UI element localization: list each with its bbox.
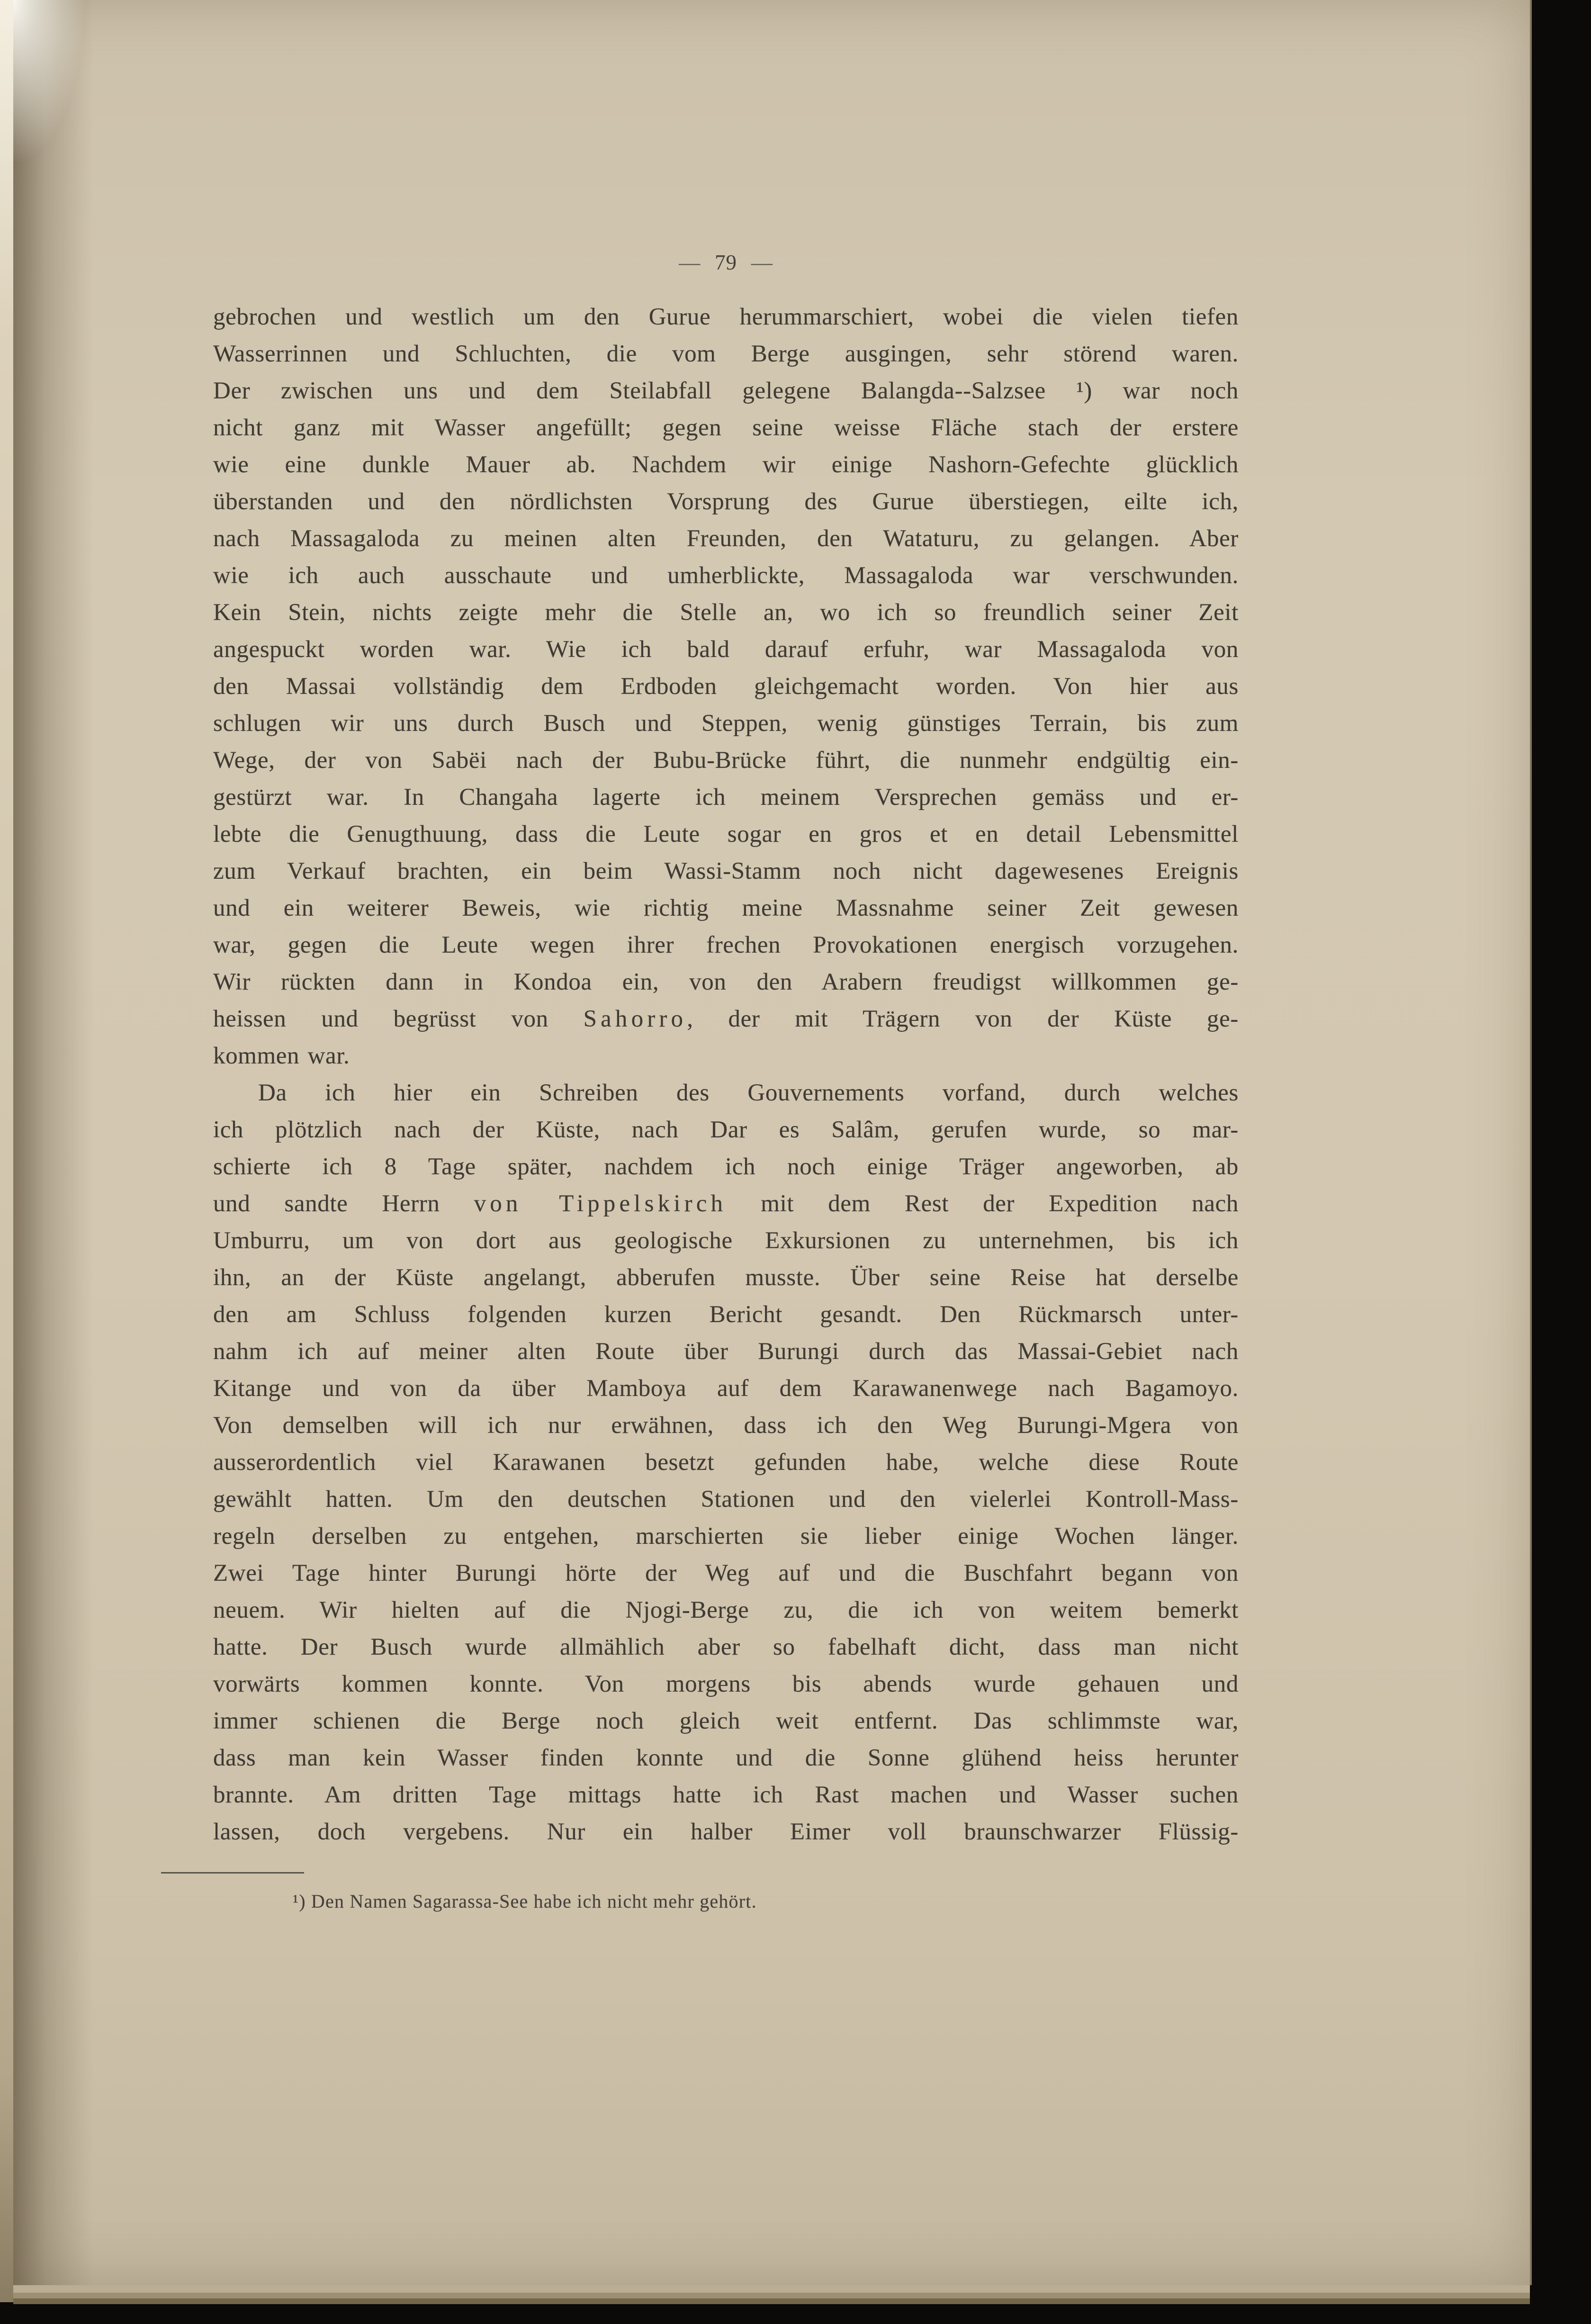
book-page bbox=[13, 0, 1532, 2285]
paragraph bbox=[213, 1074, 1239, 1850]
page-number-dash-right: — bbox=[751, 251, 773, 274]
page-stack-edge-1 bbox=[13, 2285, 1530, 2293]
text-line: Der zwischen uns und dem Steilabfall gelegene Balangda--Salzsee ¹) war noch bbox=[213, 378, 1239, 404]
text-line: schlugen wir uns durch Busch und Steppen, wenig günstiges Terrain, bis zum bbox=[213, 710, 1239, 737]
text-line: nach Massagaloda zu meinen alten Freunden, den Wataturu, zu gelangen. Aber bbox=[213, 525, 1239, 552]
text-line: heissen und begrüsst von Sahorro, der mit Trägern von der Küste ge- bbox=[213, 1006, 1239, 1032]
text-line: lebte die Genugthuung, dass die Leute sogar en gros et en detail Lebensmittel bbox=[213, 821, 1239, 847]
text-line: Wege, der von Sabëi nach der Bubu-Brücke führt, die nunmehr endgültig ein- bbox=[213, 747, 1239, 774]
letter-spaced-name: von Tippelskirch bbox=[474, 1190, 727, 1217]
text-line: den am Schluss folgenden kurzen Bericht gesandt. Den Rückmarsch unter- bbox=[213, 1301, 1239, 1328]
text-line: gestürzt war. In Changaha lagerte ich meinem Versprechen gemäss und er- bbox=[213, 784, 1239, 811]
text-line: Wasserrinnen und Schluchten, die vom Berge ausgingen, sehr störend waren. bbox=[213, 341, 1239, 367]
text-line: neuem. Wir hielten auf die Njogi-Berge zu, die ich von weitem bemerkt bbox=[213, 1597, 1239, 1623]
page-stack-edge-2 bbox=[13, 2293, 1530, 2298]
text-line: regeln derselben zu entgehen, marschierten sie lieber einige Wochen länger. bbox=[213, 1523, 1239, 1549]
page-number-value: 79 bbox=[715, 251, 737, 274]
text-line: schierte ich 8 Tage später, nachdem ich noch einige Träger angeworben, ab bbox=[213, 1153, 1239, 1180]
text-line: nicht ganz mit Wasser angefüllt; gegen seine weisse Fläche stach der erstere bbox=[213, 414, 1239, 441]
text-line: und sandte Herrn von Tippelskirch mit dem Rest der Expedition nach bbox=[213, 1190, 1239, 1217]
page-text bbox=[213, 298, 1239, 1850]
page-number bbox=[213, 250, 1239, 275]
text-line: dass man kein Wasser finden konnte und die Sonne glühend heiss herunter bbox=[213, 1745, 1239, 1771]
page-curl-highlight bbox=[13, 0, 84, 161]
text-line: und ein weiterer Beweis, wie richtig meine Massnahme seiner Zeit gewesen bbox=[213, 895, 1239, 921]
footnote: ¹) Den Namen Sagarassa-See habe ich nicht mehr gehört. bbox=[293, 1891, 757, 1912]
text-line: wie ich auch ausschaute und umherblickte, Massagaloda war verschwunden. bbox=[213, 562, 1239, 589]
text-line: gebrochen und westlich um den Gurue herummarschiert, wobei die vielen tiefen bbox=[213, 304, 1239, 330]
text-line: Von demselben will ich nur erwähnen, dass ich den Weg Burungi-Mgera von bbox=[213, 1412, 1239, 1439]
text-line: Da ich hier ein Schreiben des Gouvernements vorfand, durch welches bbox=[258, 1080, 1239, 1106]
text-line: nahm ich auf meiner alten Route über Burungi durch das Massai-Gebiet nach bbox=[213, 1338, 1239, 1365]
page-stack-edge-3 bbox=[13, 2298, 1530, 2304]
text-line: ich plötzlich nach der Küste, nach Dar es Salâm, gerufen wurde, so mar- bbox=[213, 1117, 1239, 1143]
text-line: gewählt hatten. Um den deutschen Stationen und den vielerlei Kontroll-Mass- bbox=[213, 1486, 1239, 1513]
adjacent-page-edge bbox=[0, 0, 13, 2302]
text-line: kommen war. bbox=[213, 1043, 350, 1069]
text-line: den Massai vollständig dem Erdboden gleichgemacht worden. Von hier aus bbox=[213, 673, 1239, 700]
letter-spaced-name: Sahorro bbox=[583, 1006, 687, 1032]
text-line: überstanden und den nördlichsten Vorsprung des Gurue überstiegen, eilte ich, bbox=[213, 488, 1239, 515]
text-line: war, gegen die Leute wegen ihrer frechen Provokationen energisch vorzugehen. bbox=[213, 932, 1239, 958]
text-line: Wir rückten dann in Kondoa ein, von den Arabern freudigst willkommen ge- bbox=[213, 969, 1239, 995]
text-line: hatte. Der Busch wurde allmählich aber so fabelhaft dicht, dass man nicht bbox=[213, 1634, 1239, 1660]
text-line: Zwei Tage hinter Burungi hörte der Weg auf und die Buschfahrt begann von bbox=[213, 1560, 1239, 1586]
text-line: brannte. Am dritten Tage mittags hatte ich Rast machen und Wasser suchen bbox=[213, 1782, 1239, 1808]
text-line: Kein Stein, nichts zeigte mehr die Stelle an, wo ich so freundlich seiner Zeit bbox=[213, 599, 1239, 626]
text-line: immer schienen die Berge noch gleich weit entfernt. Das schlimmste war, bbox=[213, 1708, 1239, 1734]
text-line: zum Verkauf brachten, ein beim Wassi-Stamm noch nicht dagewesenes Ereignis bbox=[213, 858, 1239, 884]
text-line: wie eine dunkle Mauer ab. Nachdem wir einige Nashorn-Gefechte glücklich bbox=[213, 451, 1239, 478]
text-line: vorwärts kommen konnte. Von morgens bis abends wurde gehauen und bbox=[213, 1671, 1239, 1697]
text-line: Kitange und von da über Mamboya auf dem Karawanenwege nach Bagamoyo. bbox=[213, 1375, 1239, 1402]
page-number-dash-left: — bbox=[679, 251, 701, 274]
footnote-rule bbox=[161, 1872, 304, 1874]
text-line: lassen, doch vergebens. Nur ein halber Eimer voll braunschwarzer Flüssig- bbox=[213, 1819, 1239, 1845]
page-curl-shadow bbox=[13, 0, 94, 2285]
text-line: angespuckt worden war. Wie ich bald darauf erfuhr, war Massagaloda von bbox=[213, 636, 1239, 663]
paragraph bbox=[213, 298, 1239, 1074]
text-line: ihn, an der Küste angelangt, abberufen musste. Über seine Reise hat derselbe bbox=[213, 1264, 1239, 1291]
text-line: Umburru, um von dort aus geologische Exkursionen zu unternehmen, bis ich bbox=[213, 1227, 1239, 1254]
text-line: ausserordentlich viel Karawanen besetzt gefunden habe, welche diese Route bbox=[213, 1449, 1239, 1476]
